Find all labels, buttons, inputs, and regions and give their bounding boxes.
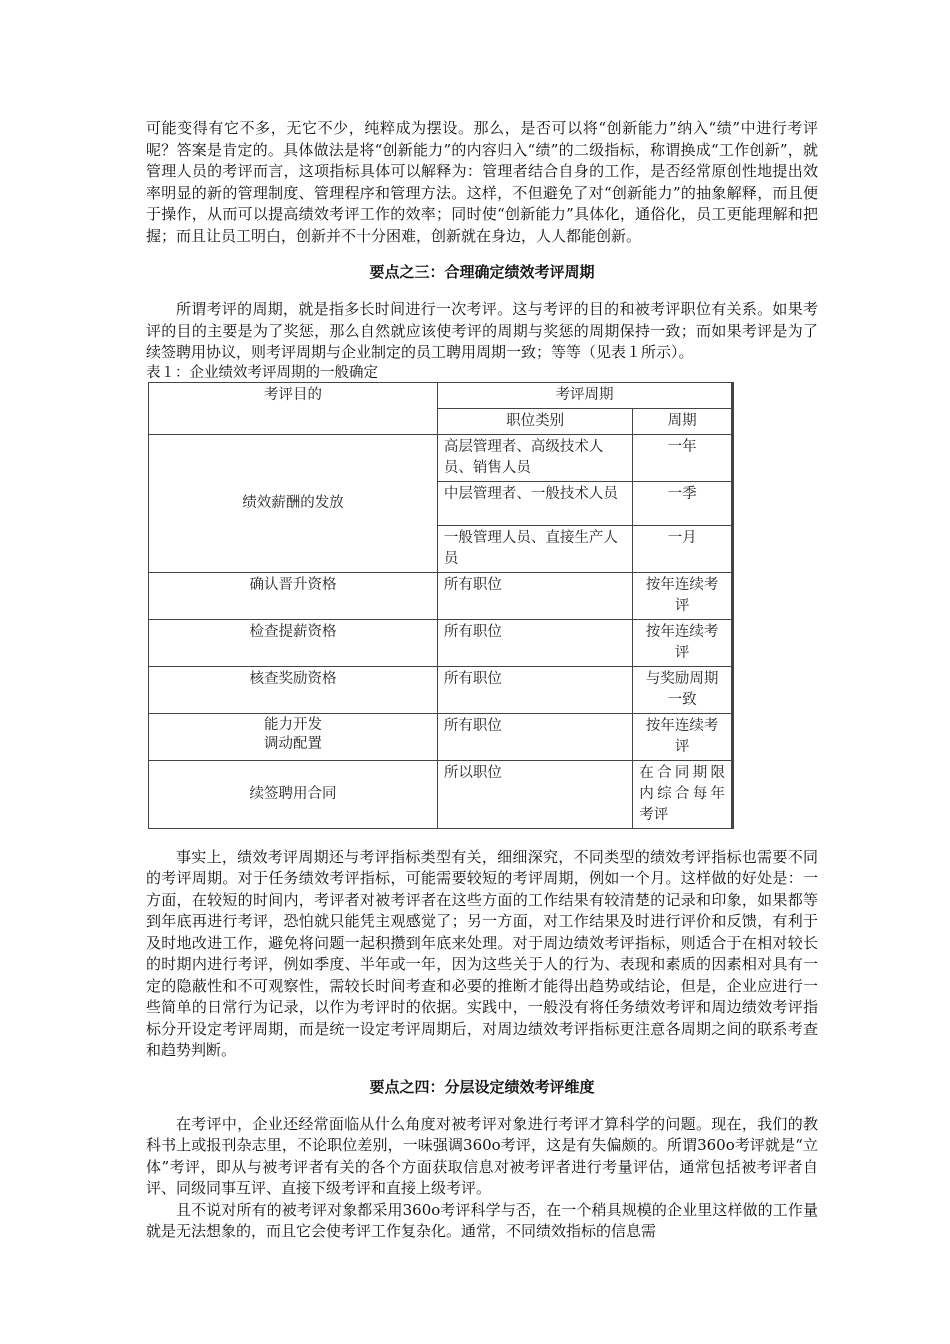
cell-period: 一月 [633, 525, 733, 572]
cell-position: 一般管理人员、直接生产人员 [437, 525, 632, 572]
header-cycle: 考评周期 [437, 382, 732, 408]
table-row [149, 572, 733, 619]
cell-period: 与奖励周期一致 [633, 666, 733, 713]
document-page [146, 118, 818, 1243]
cell-purpose: 确认晋升资格 [149, 572, 438, 619]
paragraph-section-3-after: 事实上，绩效考评周期还与考评指标类型有关，细细深究，不同类型的绩效考评指标也需要不同的考评周期。对于任务绩效考评指标，可能需要较短的考评周期，例如一个月。这样做的好处是：一方面，在较短的时间内，考评者对被考评者在这些方面的工作结果有较清楚的记录和印象，如果都等到年底再进行考评，恐怕就只能凭主观感觉了；另一方面，对工作结果及时进行评价和反馈，有利于及时地改进工作，避免将问题一起积攒到年底来处理。对于周边绩效考评指标，则适合于在相对较长的时期内进行考评，例如季度、半年或一年，因为这些关于人的行为、表现和素质的因素相对具有一定的隐蔽性和不可观察性，需较长时间考查和必要的推断才能得出趋势或结论，但是，企业应进行一些简单的日常行为记录，以作为考评时的依据。实践中，一般没有将任务绩效考评和周边绩效考评指标分开设定考评周期，而是统一设定考评周期后，对周边绩效考评指标更注意各周期之间的联系考查和趋势判断。 [146, 847, 818, 1059]
cell-position: 高层管理者、高级技术人员、销售人员 [437, 434, 632, 481]
cell-purpose: 检查提薪资格 [149, 619, 438, 666]
header-period: 周期 [633, 408, 733, 434]
cell-period: 一季 [633, 481, 733, 525]
table-row [149, 760, 733, 828]
cell-purpose: 续签聘用合同 [149, 760, 438, 828]
cell-purpose [149, 713, 438, 760]
cell-purpose-line-1: 能力开发 [263, 716, 322, 733]
cell-position: 所以职位 [437, 760, 632, 828]
paragraph-intro: 可能变得有它不多，无它不少，纯粹成为摆设。那么，是否可以将“创新能力”纳入“绩”中进行考评呢？答案是肯定的。具体做法是将“创新能力”的内容归入“绩”的二级指标，称谓换成“工作创新”，就管理人员的考评而言，这项指标具体可以解释为：管理者结合自身的工作，是否经常原创性地提出效率明显的新的管理制度、管理程序和管理方法。这样，不但避免了对“创新能力”的抽象解释，而且便于操作，从而可以提高绩效考评工作的效率；同时使“创新能力”具体化，通俗化，员工更能理解和把握；而且让员工明白，创新并不十分困难，创新就在身边，人人都能创新。 [146, 119, 818, 245]
cell-position: 所有职位 [437, 713, 632, 760]
cell-position: 所有职位 [437, 619, 632, 666]
cell-period: 一年 [633, 434, 733, 481]
table-header-row [149, 382, 733, 408]
cycle-table [148, 382, 734, 829]
header-position: 职位类别 [437, 408, 632, 434]
table-row [149, 434, 733, 481]
cell-period: 按年连续考评 [633, 713, 733, 760]
heading-section-4: 要点之四：分层设定绩效考评维度 [369, 1077, 595, 1096]
cell-period: 在合同期限内综合每年考评 [633, 760, 733, 828]
cell-position: 所有职位 [437, 666, 632, 713]
cell-period: 按年连续考评 [633, 572, 733, 619]
cell-period: 按年连续考评 [633, 619, 733, 666]
paragraph-section-4-1: 在考评中，企业还经常面临从什么角度对被考评对象进行考评才算科学的问题。现在，我们的教科书上或报刊杂志里，不论职位差别，一味强调360o考评，这是有失偏颇的。所谓360o考评就是“立体”考评，即从与被考评者有关的各个方面获取信息对被考评者进行考量评估，通常包括被考评者自评、同级同事互评、直接下级考评和直接上级考评。 [146, 1114, 818, 1197]
cell-purpose: 核查奖励资格 [149, 666, 438, 713]
paragraph-section-3: 所谓考评的周期，就是指多长时间进行一次考评。这与考评的目的和被考评职位有关系。如果考评的目的主要是为了奖惩，那么自然就应该使考评的周期与奖惩的周期保持一致；而如果考评是为了续签聘用协议，则考评周期与企业制定的员工聘用周期一致；等等（见表１所示）。 [146, 300, 818, 361]
table-row [149, 619, 733, 666]
cell-position: 中层管理者、一般技术人员 [437, 481, 632, 525]
table-caption: 表１：企业绩效考评周期的一般确定 [146, 364, 378, 381]
cell-position: 所有职位 [437, 572, 632, 619]
heading-section-3: 要点之三：合理确定绩效考评周期 [369, 263, 595, 281]
table-row [149, 666, 733, 713]
header-purpose: 考评目的 [149, 382, 438, 434]
cell-purpose-line-2: 调动配置 [263, 735, 322, 752]
paragraph-section-4-2: 且不说对所有的被考评对象都采用360o考评科学与否，在一个稍具规模的企业里这样做的工作量就是无法想象的，而且它会使考评工作复杂化。通常，不同绩效指标的信息需 [146, 1200, 818, 1240]
table-row [149, 713, 733, 760]
cell-purpose: 绩效薪酬的发放 [149, 434, 438, 572]
